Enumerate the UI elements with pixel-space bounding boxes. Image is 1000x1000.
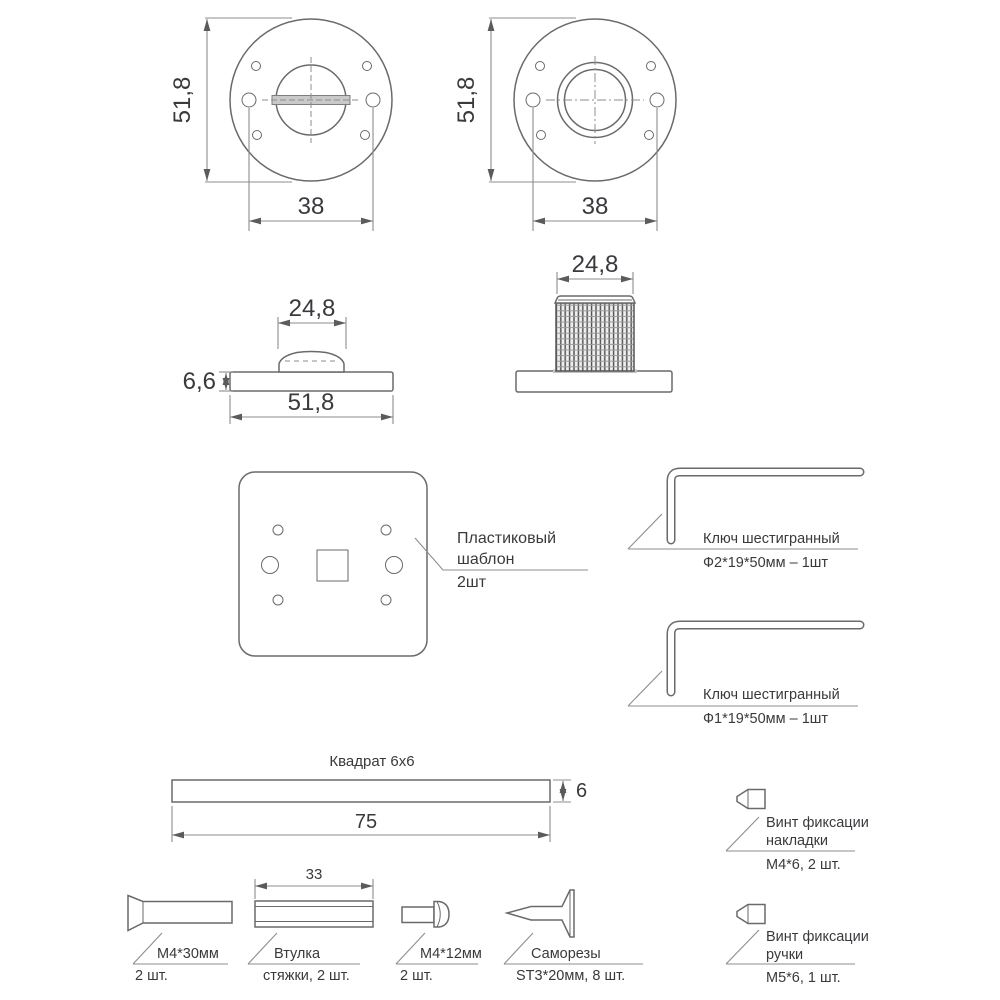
hex-key-large bbox=[628, 472, 860, 571]
leader-slash bbox=[628, 671, 662, 706]
spindle-bar bbox=[172, 780, 550, 802]
front-view-turn-rosette bbox=[169, 18, 392, 231]
dimension-length-75 bbox=[172, 806, 550, 842]
screw-hole bbox=[647, 62, 656, 71]
hex-key-large-title: Ключ шестигранный bbox=[703, 531, 840, 547]
dimension-length-33 bbox=[255, 866, 373, 899]
bolt-m4-30-name: М4*30мм bbox=[157, 946, 219, 962]
fixing-hole bbox=[366, 93, 380, 107]
screw-hole bbox=[363, 62, 372, 71]
set-screw-shape bbox=[737, 790, 765, 809]
sleeve-body bbox=[255, 901, 373, 927]
bolt-m4-12-name: М4*12мм bbox=[420, 946, 482, 962]
dim-text-width: 51,8 bbox=[287, 389, 335, 416]
set-screw-handle-line1: Винт фиксации bbox=[766, 929, 869, 945]
template-label-line3: 2шт bbox=[457, 574, 487, 591]
screw-body bbox=[507, 890, 574, 937]
rosette-outer-circle bbox=[514, 19, 676, 181]
screws-name: Саморезы bbox=[531, 946, 601, 962]
fixing-hole bbox=[526, 93, 540, 107]
bolt-m4-12 bbox=[396, 902, 482, 985]
dimension-grip-24-8 bbox=[557, 251, 633, 294]
fixing-hole bbox=[242, 93, 256, 107]
dimension-size-6 bbox=[553, 780, 587, 802]
dim-text-spacing: 38 bbox=[297, 193, 325, 220]
tie-sleeve bbox=[248, 866, 373, 984]
hex-key-outline bbox=[671, 472, 860, 540]
side-view-thumbturn bbox=[516, 251, 672, 392]
bolt-body bbox=[128, 896, 232, 931]
dim-text-knob-width: 24,8 bbox=[288, 295, 336, 322]
hex-key-small-spec: Ф1*19*50мм – 1шт bbox=[703, 711, 829, 727]
hex-key-outline bbox=[671, 625, 860, 692]
leader-slash bbox=[504, 933, 533, 964]
self-tapping-screw bbox=[504, 890, 643, 984]
hex-key-small bbox=[628, 625, 860, 727]
hex-key-large-spec: Ф2*19*50мм – 1шт bbox=[703, 555, 829, 571]
dimension-width-51-8 bbox=[230, 389, 393, 424]
dome-knob bbox=[279, 352, 344, 373]
set-screw-handle bbox=[726, 905, 869, 987]
template-body bbox=[239, 472, 427, 656]
fixing-hole bbox=[650, 93, 664, 107]
dim-text-sleeve-length: 33 bbox=[305, 866, 323, 883]
front-view-key-rosette bbox=[453, 18, 676, 231]
set-screw-handle-spec: М5*6, 1 шт. bbox=[766, 970, 841, 986]
set-screw-plate-line1: Винт фиксации bbox=[766, 815, 869, 831]
bolt-m4-30-qty: 2 шт. bbox=[135, 968, 168, 984]
screw-hole bbox=[537, 131, 546, 140]
dimension-knob-24-8 bbox=[278, 295, 346, 349]
dim-text-height: 51,8 bbox=[453, 76, 480, 124]
leader-slash bbox=[726, 817, 759, 851]
leader-slash bbox=[726, 930, 759, 964]
bolt-m4-30 bbox=[128, 896, 232, 985]
set-screw-plate bbox=[726, 790, 869, 874]
screw-hole bbox=[252, 62, 261, 71]
dim-text-size: 6 bbox=[576, 780, 588, 802]
sleeve-name: Втулка bbox=[274, 946, 321, 962]
template-label-line1: Пластиковый bbox=[457, 530, 557, 547]
screw-hole bbox=[361, 131, 370, 140]
hex-key-fill bbox=[671, 625, 860, 692]
dim-text-thickness: 6,6 bbox=[182, 368, 216, 395]
bolt-shank bbox=[402, 907, 434, 923]
dim-text-length: 75 bbox=[354, 811, 378, 833]
dim-text-grip-width: 24,8 bbox=[571, 251, 619, 278]
dimension-thickness-6-6 bbox=[183, 368, 233, 395]
thumbturn-base-plate bbox=[516, 371, 672, 392]
screw-hole bbox=[536, 62, 545, 71]
side-view-rosette bbox=[183, 295, 393, 424]
sleeve-qty: стяжки, 2 шт. bbox=[263, 968, 350, 984]
drilling-template bbox=[239, 472, 588, 656]
screw-hole bbox=[253, 131, 262, 140]
template-label-line2: шаблон bbox=[457, 551, 515, 568]
set-screw-plate-spec: М4*6, 2 шт. bbox=[766, 857, 841, 873]
bolt-head bbox=[434, 902, 449, 928]
set-screw-shape bbox=[737, 905, 765, 924]
knurled-grip bbox=[556, 303, 634, 371]
screw-hole bbox=[645, 131, 654, 140]
screws-qty: ST3*20мм, 8 шт. bbox=[516, 968, 626, 984]
spindle-title: Квадрат 6x6 bbox=[329, 753, 415, 770]
dim-text-spacing: 38 bbox=[581, 193, 609, 220]
hex-key-fill bbox=[671, 472, 860, 540]
set-screw-handle-line2: ручки bbox=[766, 947, 804, 963]
leader-slash bbox=[628, 514, 662, 549]
hex-key-small-title: Ключ шестигранный bbox=[703, 687, 840, 703]
dimension-holes-38 bbox=[249, 108, 373, 231]
leader-slash bbox=[248, 933, 277, 964]
bolt-m4-12-qty: 2 шт. bbox=[400, 968, 433, 984]
square-spindle bbox=[172, 753, 587, 842]
dim-text-height: 51,8 bbox=[169, 76, 196, 124]
set-screw-plate-line2: накладки bbox=[766, 833, 829, 849]
